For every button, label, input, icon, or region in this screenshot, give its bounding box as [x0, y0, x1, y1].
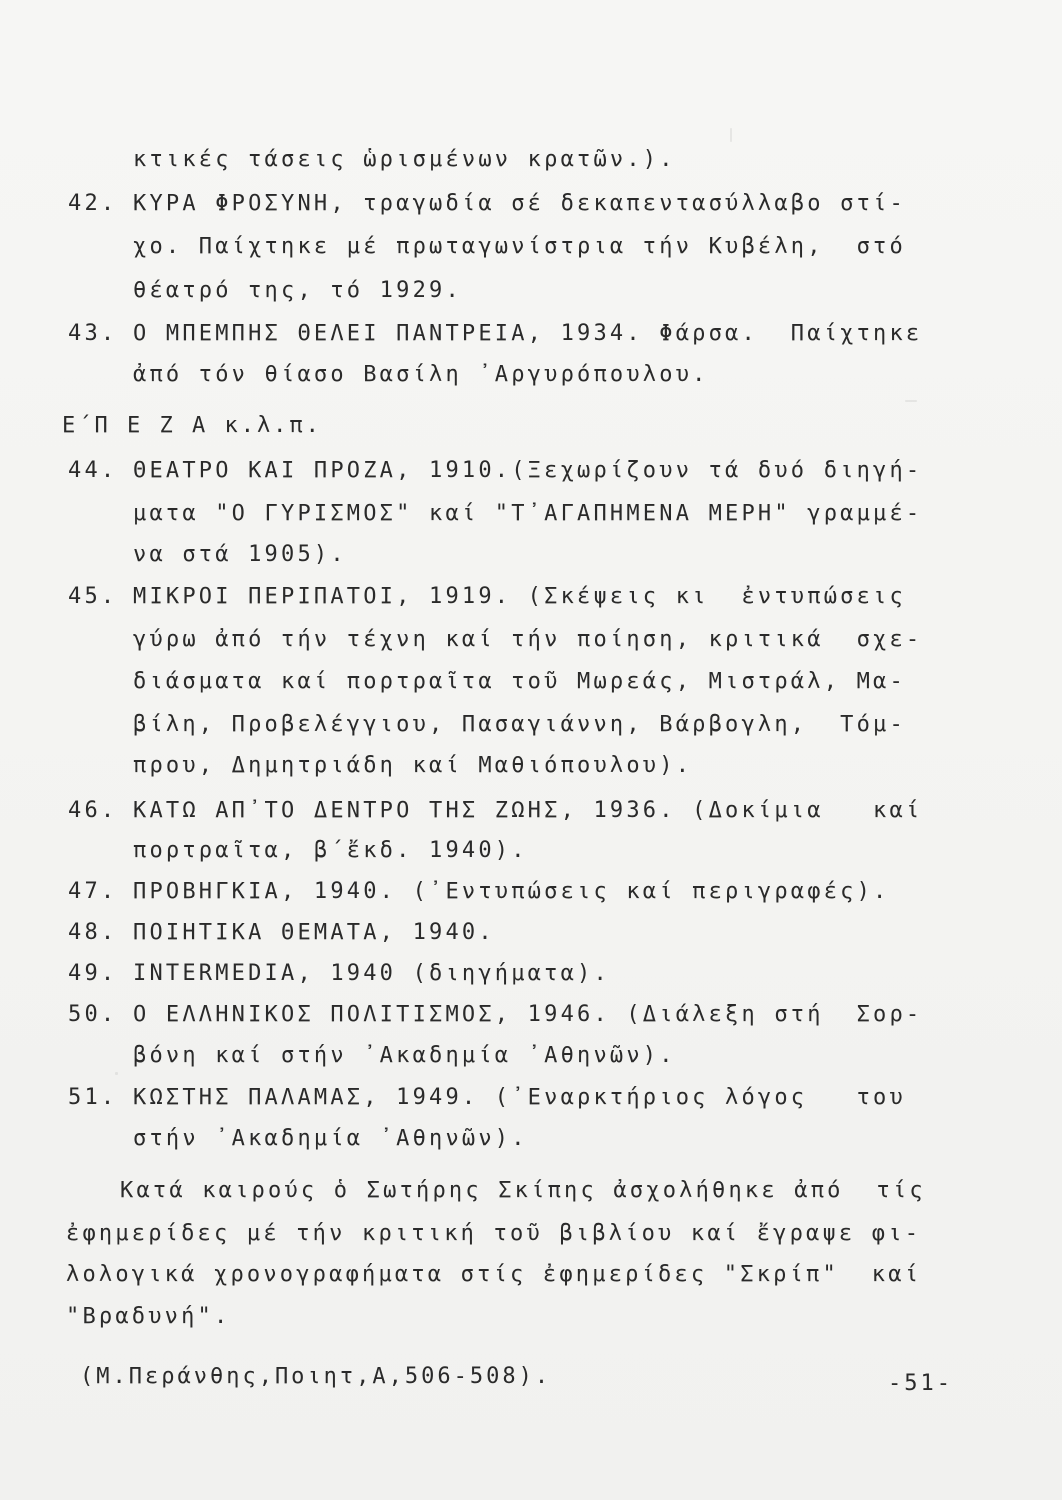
- text-line: ΘΕΑΤΡΟ ΚΑΙ ΠΡΟΖΑ, 1910.(Ξεχωρίζουν τά δυό διηγή-: [133, 458, 923, 483]
- text-line: ΠΡΟΒΗΓΚΙΑ, 1940. (᾿Εντυπώσεις καί περιγραφές).: [133, 879, 890, 904]
- text-line: ΜΙΚΡΟΙ ΠΕΡΙΠΑΤΟΙ, 1919. (Σκέψεις κι ἐντυπώσεις: [133, 584, 906, 609]
- section-heading: Ε΄Π Ε Ζ Α κ.λ.π.: [62, 413, 322, 438]
- paragraph-line: "Βραδυνή".: [66, 1304, 231, 1329]
- item-number: 43.: [68, 321, 118, 346]
- text-line: πορτραῖτα, β΄ἔκδ. 1940).: [133, 838, 528, 863]
- text-line: ΚΩΣΤΗΣ ΠΑΛΑΜΑΣ, 1949. (᾿Εναρκτήριος λόγος του: [133, 1085, 906, 1110]
- page-number: -51-: [888, 1371, 953, 1396]
- text-line: διάσματα καί πορτραῖτα τοῦ Μωρεάς, Μιστράλ, Μα-: [133, 669, 906, 694]
- text-line: ΚΑΤΩ ΑΠ᾿ΤΟ ΔΕΝΤΡΟ ΤΗΣ ΖΩΗΣ, 1936. (Δοκίμια καί: [133, 798, 923, 823]
- text-line: βίλη, Προβελέγγιου, Πασαγιάννη, Βάρβογλη, Τόμ-: [133, 712, 906, 737]
- text-line: Ο ΕΛΛΗΝΙΚΟΣ ΠΟΛΙΤΙΣΜΟΣ, 1946. (Διάλεξη στή Σορ-: [133, 1002, 923, 1027]
- text-line: ΚΥΡΑ ΦΡΟΣΥΝΗ, τραγωδία σέ δεκαπεντασύλλαβο στί-: [133, 191, 906, 216]
- text-line: βόνη καί στήν ᾿Ακαδημία ᾿Αθηνῶν).: [133, 1043, 676, 1068]
- scan-artifact: [905, 400, 917, 402]
- footnote: (Μ.Περάνθης,Ποιητ,Α,506-508).: [80, 1364, 552, 1389]
- item-number: 47.: [68, 879, 118, 904]
- item-number: 45.: [68, 584, 118, 609]
- paragraph-line: Κατά καιρούς ὁ Σωτήρης Σκίπης ἀσχολήθηκε ἀπό τίς: [120, 1178, 926, 1203]
- text-line: στήν ᾿Ακαδημία ᾿Αθηνῶν).: [133, 1126, 528, 1151]
- text-line: ΠΟΙΗΤΙΚΑ ΘΕΜΑΤΑ, 1940.: [133, 920, 495, 945]
- item-number: 46.: [68, 798, 118, 823]
- item-number: 42.: [68, 191, 118, 216]
- text-line: ματα "Ο ΓΥΡΙΣΜΟΣ" καί "Τ᾿ΑΓΑΠΗΜΕΝΑ ΜΕΡΗ" γραμμέ-: [133, 501, 923, 526]
- item-number: 50.: [68, 1002, 118, 1027]
- text-line: γύρω ἀπό τήν τέχνη καί τήν ποίηση, κριτικά σχε-: [133, 627, 923, 652]
- item-number: 48.: [68, 920, 118, 945]
- scan-artifact: [730, 128, 732, 142]
- paragraph-line: λολογικά χρονογραφήματα στίς ἐφημερίδες "Σκρίπ" καί: [66, 1262, 922, 1287]
- item-number: 44.: [68, 458, 118, 483]
- text-line: να στά 1905).: [133, 542, 347, 567]
- text-line: κτικές τάσεις ὡρισμένων κρατῶν.).: [133, 147, 676, 172]
- item-number: 51.: [68, 1085, 118, 1110]
- text-line: θέατρό της, τό 1929.: [133, 278, 462, 303]
- text-line: χο. Παίχτηκε μέ πρωταγωνίστρια τήν Κυβέλη, στό: [133, 234, 906, 259]
- text-line: ἀπό τόν θίασο Βασίλη ᾿Αργυρόπουλου.: [133, 362, 709, 387]
- item-number: 49.: [68, 961, 118, 986]
- scan-artifact: [115, 1072, 118, 1075]
- text-line: πρου, Δημητριάδη καί Μαθιόπουλου).: [133, 753, 693, 778]
- text-line: INTERMEDIA, 1940 (διηγήματα).: [133, 961, 610, 986]
- text-line: Ο ΜΠΕΜΠΗΣ ΘΕΛΕΙ ΠΑΝΤΡΕΙΑ, 1934. Φάρσα. Παίχτηκε: [133, 321, 923, 346]
- paragraph-line: ἐφημερίδες μέ τήν κριτική τοῦ βιβλίου καί ἔγραψε φι-: [66, 1221, 922, 1246]
